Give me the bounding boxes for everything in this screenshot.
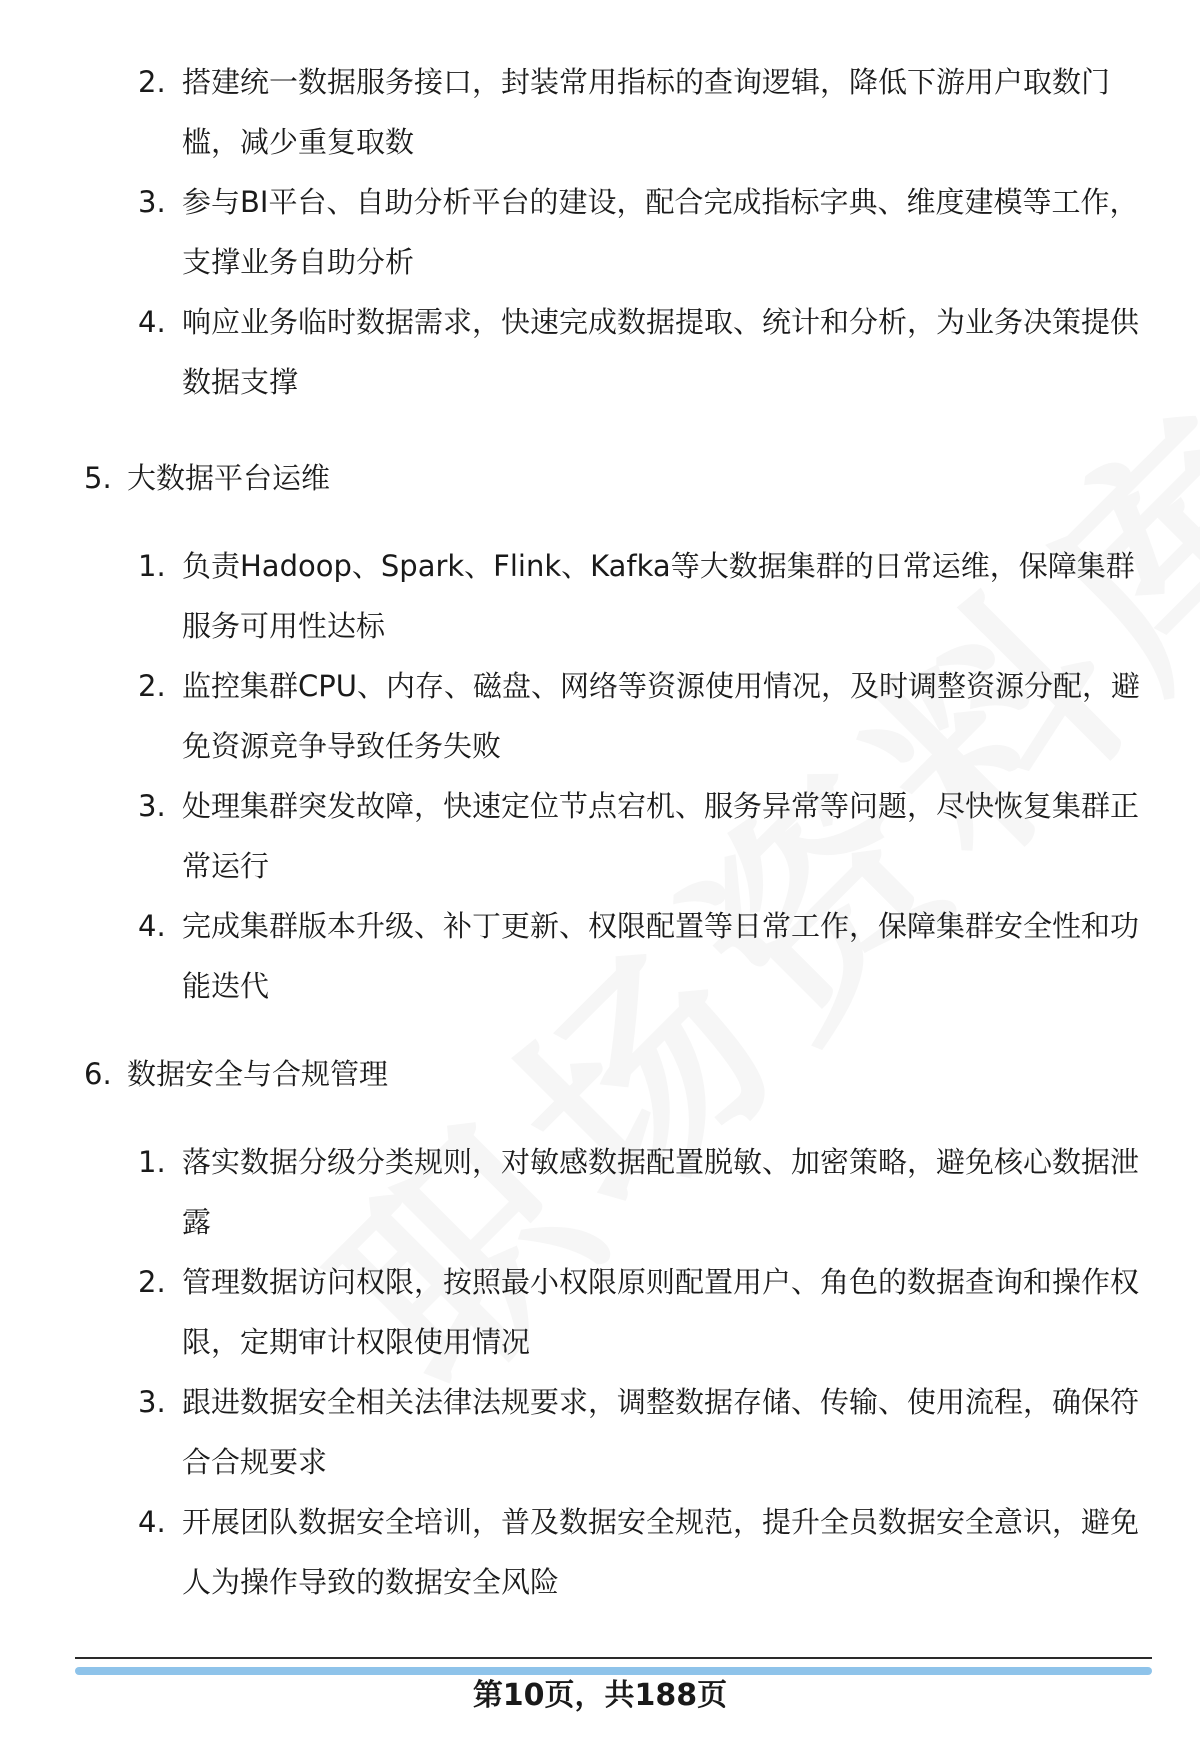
footer-divider (75, 1657, 1152, 1659)
section-heading-6 (0, 1044, 1200, 1104)
page-number: 第10页，共188页 (472, 1678, 728, 1713)
list-item (0, 172, 1200, 292)
list-item-text: 监控集群CPU、内存、磁盘、网络等资源使用情况，及时调整资源分配，避免资源竞争导致任务失败 (182, 669, 1140, 763)
list-item (0, 1132, 1200, 1252)
list-item-number: 2. (138, 65, 166, 99)
list-item (0, 52, 1200, 172)
list-item-text: 参与BI平台、自助分析平台的建设，配合完成指标字典、维度建模等工作，支撑业务自助分析 (182, 185, 1139, 279)
section-number: 5. (84, 461, 112, 495)
section-number: 6. (84, 1057, 112, 1091)
list-item (0, 1492, 1200, 1612)
section-title: 大数据平台运维 (127, 461, 331, 495)
section-heading-5 (0, 448, 1200, 508)
list-item-text: 完成集群版本升级、补丁更新、权限配置等日常工作，保障集群安全性和功能迭代 (182, 909, 1140, 1003)
list-item-number: 4. (138, 305, 166, 339)
list-item-text: 负责Hadoop、Spark、Flink、Kafka等大数据集群的日常运维，保障集群服务可用性达标 (182, 549, 1135, 643)
list-item (0, 1372, 1200, 1492)
list-item-number: 2. (138, 1265, 166, 1299)
section-title: 数据安全与合规管理 (127, 1057, 389, 1091)
list-item-text: 管理数据访问权限，按照最小权限原则配置用户、角色的数据查询和操作权限，定期审计权限使用情况 (182, 1265, 1140, 1359)
list-item (0, 1252, 1200, 1372)
list-item (0, 536, 1200, 656)
list-item-number: 1. (138, 549, 166, 583)
list-item-number: 3. (138, 185, 166, 219)
continued-list (0, 52, 1200, 412)
list-item-number: 3. (138, 1385, 166, 1419)
list-item-text: 处理集群突发故障，快速定位节点宕机、服务异常等问题，尽快恢复集群正常运行 (182, 789, 1140, 883)
list-item-text: 跟进数据安全相关法律法规要求，调整数据存储、传输、使用流程，确保符合合规要求 (182, 1385, 1140, 1479)
list-item-number: 1. (138, 1145, 166, 1179)
list-item (0, 656, 1200, 776)
list-item-text: 落实数据分级分类规则，对敏感数据配置脱敏、加密策略，避免核心数据泄露 (182, 1145, 1140, 1239)
list-item (0, 896, 1200, 1016)
list-item (0, 292, 1200, 412)
list-item-number: 3. (138, 789, 166, 823)
list-item-number: 2. (138, 669, 166, 703)
list-item (0, 776, 1200, 896)
section-5-list (0, 536, 1200, 1016)
list-item-text: 开展团队数据安全培训，普及数据安全规范，提升全员数据安全意识，避免人为操作导致的数据安全风险 (182, 1505, 1140, 1599)
list-item-text: 搭建统一数据服务接口，封装常用指标的查询逻辑，降低下游用户取数门槛，减少重复取数 (182, 65, 1111, 159)
list-item-text: 响应业务临时数据需求，快速完成数据提取、统计和分析，为业务决策提供数据支撑 (182, 305, 1140, 399)
list-item-number: 4. (138, 1505, 166, 1539)
section-6-list (0, 1132, 1200, 1612)
list-item-number: 4. (138, 909, 166, 943)
